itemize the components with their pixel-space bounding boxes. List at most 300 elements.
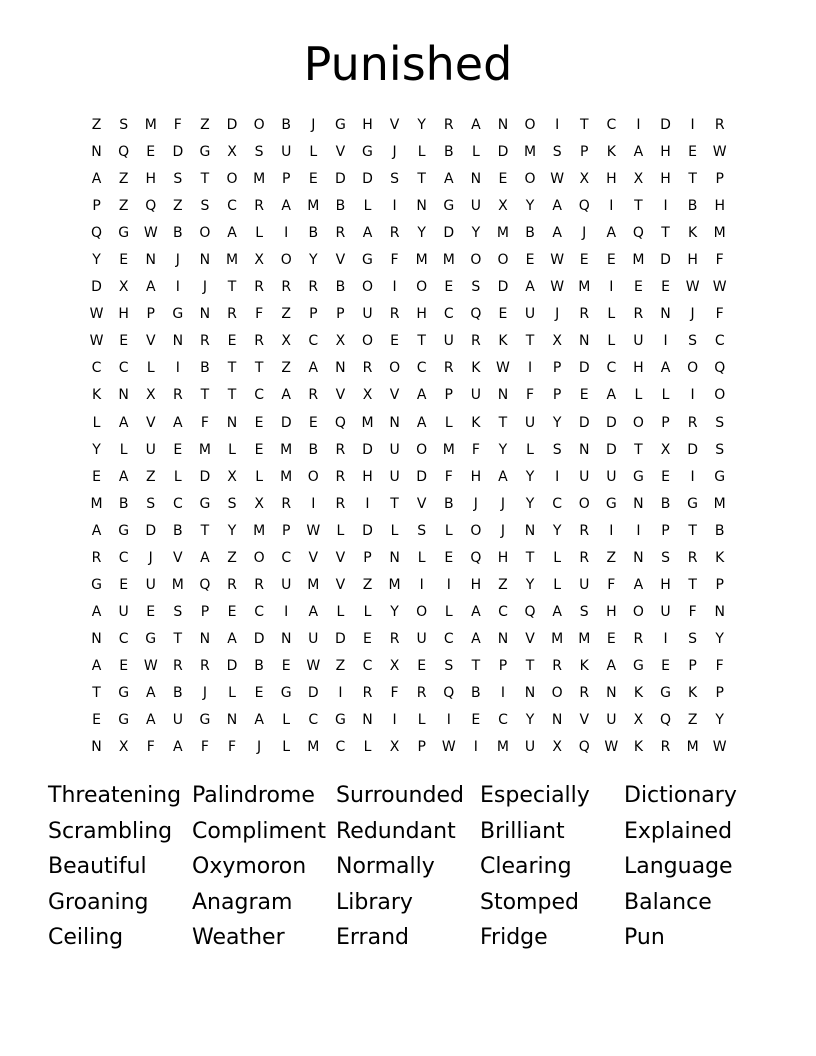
grid-letter: W <box>496 360 510 377</box>
grid-letter: I <box>419 576 424 593</box>
grid-letter: G <box>632 657 644 674</box>
grid-letter: A <box>118 414 129 431</box>
grid-letter: P <box>498 657 508 674</box>
grid-letter: I <box>690 387 695 404</box>
grid-letter: Y <box>715 712 724 729</box>
grid-letter: Z <box>118 171 129 188</box>
grid-letter: G <box>91 576 102 593</box>
grid-letter: S <box>390 171 400 188</box>
grid-letter: C <box>443 630 454 647</box>
grid-letter: M <box>307 198 320 215</box>
grid-letter: E <box>661 468 670 485</box>
grid-letter: X <box>552 333 562 350</box>
grid-letter: R <box>443 360 454 377</box>
grid-letter: U <box>606 712 617 729</box>
grid-letter: U <box>470 387 481 404</box>
grid-letter: N <box>226 712 238 729</box>
grid-letter: J <box>500 522 506 539</box>
grid-letter: F <box>200 739 209 756</box>
grid-letter: P <box>200 603 210 620</box>
grid-letter: P <box>552 387 562 404</box>
grid-letter: N <box>470 171 482 188</box>
grid-letter: B <box>173 684 183 701</box>
grid-letter: E <box>227 603 237 620</box>
grid-letter: X <box>227 144 237 161</box>
grid-letter: L <box>282 739 291 756</box>
grid-letter: V <box>145 414 156 431</box>
grid-letter: N <box>497 117 509 133</box>
grid-letter: Q <box>334 414 346 431</box>
grid-letter: L <box>471 144 480 161</box>
grid-letter: D <box>226 657 238 674</box>
grid-letter: M <box>415 252 428 269</box>
grid-letter: S <box>688 630 698 647</box>
grid-letter: B <box>443 144 454 161</box>
grid-letter: U <box>660 603 671 620</box>
grid-letter: G <box>714 468 726 485</box>
grid-letter: B <box>173 225 183 242</box>
grid-letter: A <box>145 684 156 701</box>
grid-letter: F <box>715 252 724 269</box>
word-list-item: Redundant <box>336 818 456 844</box>
grid-letter: R <box>254 198 264 215</box>
grid-letter: Y <box>525 468 535 485</box>
grid-letter: K <box>688 684 698 701</box>
grid-letter: O <box>361 333 373 350</box>
grid-letter: E <box>417 657 427 674</box>
grid-letter: A <box>633 144 644 161</box>
grid-letter: D <box>443 225 455 242</box>
grid-letter: W <box>89 333 104 350</box>
grid-letter: H <box>687 252 698 269</box>
grid-letter: P <box>715 171 724 188</box>
grid-letter: A <box>227 225 237 242</box>
grid-letter: D <box>335 171 346 188</box>
grid-letter: V <box>145 333 156 350</box>
grid-letter: X <box>660 441 671 458</box>
grid-letter: Z <box>145 468 156 485</box>
grid-letter: Y <box>390 603 399 620</box>
grid-letter: H <box>660 171 671 188</box>
grid-letter: P <box>688 657 697 674</box>
grid-letter: R <box>308 279 319 296</box>
grid-letter: A <box>416 414 427 431</box>
grid-letter: F <box>715 657 724 674</box>
grid-letter: T <box>579 117 589 133</box>
grid-letter: F <box>146 739 155 756</box>
grid-letter: N <box>91 739 102 756</box>
grid-letter: W <box>441 739 456 756</box>
grid-letter: C <box>362 657 373 674</box>
grid-letter: T <box>634 198 643 215</box>
grid-letter: A <box>552 603 562 620</box>
grid-letter: J <box>257 739 262 756</box>
grid-letter: M <box>524 144 537 161</box>
grid-letter: R <box>660 739 671 756</box>
grid-letter: G <box>334 117 346 133</box>
grid-letter: Q <box>443 684 455 701</box>
grid-letter: U <box>389 468 400 485</box>
grid-letter: F <box>227 739 237 756</box>
grid-letter: C <box>335 739 346 756</box>
grid-letter: V <box>389 117 400 133</box>
grid-letter: Y <box>525 495 535 512</box>
grid-letter: C <box>498 603 508 620</box>
grid-letter: D <box>416 468 428 485</box>
grid-letter: A <box>281 387 291 404</box>
grid-letter: I <box>473 739 478 756</box>
word-list-item: Errand <box>336 925 409 950</box>
grid-letter: L <box>336 522 345 539</box>
grid-letter: M <box>442 252 455 269</box>
grid-letter: J <box>175 252 180 269</box>
grid-letter: A <box>552 225 562 242</box>
grid-letter: R <box>254 279 264 296</box>
grid-letter: Q <box>470 549 482 566</box>
grid-letter: A <box>471 117 481 133</box>
grid-letter: M <box>90 495 103 512</box>
grid-letter: Z <box>118 198 129 215</box>
grid-letter: R <box>362 684 373 701</box>
grid-letter: B <box>281 117 291 133</box>
grid-letter: D <box>578 414 590 431</box>
word-list <box>48 778 768 956</box>
grid-letter: D <box>280 414 292 431</box>
grid-letter: K <box>633 739 644 756</box>
grid-letter: C <box>254 603 264 620</box>
grid-letter: O <box>253 117 265 133</box>
grid-letter: H <box>145 171 156 188</box>
grid-letter: Q <box>714 360 726 377</box>
grid-letter: N <box>118 387 129 404</box>
grid-letter: D <box>578 360 590 377</box>
grid-letter: K <box>633 684 644 701</box>
grid-letter: E <box>146 603 156 620</box>
grid-letter: E <box>606 630 616 647</box>
grid-letter: J <box>392 144 397 161</box>
grid-letter: M <box>198 441 211 458</box>
grid-letter: I <box>555 468 560 485</box>
grid-letter: P <box>363 549 372 566</box>
grid-letter: T <box>471 657 481 674</box>
grid-letter: R <box>200 333 210 350</box>
grid-letter: J <box>555 306 560 323</box>
grid-letter: N <box>199 630 211 647</box>
grid-letter: O <box>361 279 373 296</box>
grid-letter: T <box>417 171 426 188</box>
grid-letter: E <box>281 657 291 674</box>
grid-letter: Y <box>92 441 101 458</box>
grid-letter: E <box>254 414 264 431</box>
grid-letter: Y <box>471 225 481 242</box>
grid-letter: O <box>687 360 699 377</box>
grid-letter: R <box>254 333 264 350</box>
grid-letter: G <box>660 684 671 701</box>
grid-letter: T <box>173 630 183 647</box>
grid-letter: J <box>202 279 207 296</box>
grid-letter: M <box>361 414 374 431</box>
grid-letter: N <box>389 549 400 566</box>
grid-letter: I <box>636 117 641 133</box>
grid-letter: P <box>715 576 724 593</box>
word-list-item: Clearing <box>480 854 572 879</box>
grid-letter: B <box>254 657 264 674</box>
grid-letter: Z <box>281 360 291 377</box>
grid-letter: B <box>308 441 319 458</box>
grid-letter: I <box>311 495 316 512</box>
grid-letter: V <box>579 712 590 729</box>
grid-letter: A <box>173 739 183 756</box>
grid-letter: E <box>227 333 237 350</box>
grid-letter: W <box>143 657 158 674</box>
grid-letter: Y <box>525 712 535 729</box>
grid-letter: A <box>606 387 617 404</box>
grid-letter: M <box>551 630 564 647</box>
grid-letter: M <box>307 739 320 756</box>
grid-letter: S <box>173 603 183 620</box>
grid-letter: R <box>579 522 590 539</box>
word-list-item: Library <box>336 889 413 915</box>
grid-letter: A <box>552 198 562 215</box>
grid-letter: T <box>498 414 508 431</box>
grid-letter: E <box>606 252 616 269</box>
grid-letter: L <box>282 712 291 729</box>
grid-letter: V <box>389 387 400 404</box>
grid-letter: Y <box>715 630 724 647</box>
grid-letter: Z <box>498 576 508 593</box>
grid-letter: X <box>227 468 237 485</box>
grid-letter: B <box>714 522 725 539</box>
grid-letter: O <box>307 468 319 485</box>
grid-letter: C <box>606 360 617 377</box>
grid-letter: V <box>173 549 183 566</box>
grid-letter: W <box>712 279 727 296</box>
grid-letter: E <box>498 171 508 188</box>
grid-letter: C <box>443 306 454 323</box>
grid-letter: Z <box>606 549 617 566</box>
word-list-item: Dictionary <box>624 783 737 808</box>
grid-letter: E <box>661 279 670 296</box>
grid-letter: Z <box>91 117 102 133</box>
grid-letter: U <box>362 306 373 323</box>
grid-letter: R <box>470 333 481 350</box>
grid-letter: M <box>280 441 293 458</box>
grid-letter: U <box>281 576 292 593</box>
grid-letter: H <box>633 360 644 377</box>
grid-letter: M <box>280 468 293 485</box>
grid-letter: T <box>417 333 426 350</box>
grid-letter: T <box>227 279 237 296</box>
grid-letter: I <box>663 333 668 350</box>
grid-letter: I <box>175 360 180 377</box>
grid-letter: E <box>119 576 129 593</box>
grid-letter: B <box>200 360 210 377</box>
grid-letter: S <box>444 657 454 674</box>
grid-letter: C <box>172 495 183 512</box>
grid-letter: I <box>609 522 614 539</box>
grid-letter: A <box>606 657 617 674</box>
grid-letter: R <box>308 387 319 404</box>
grid-letter: T <box>390 495 399 512</box>
grid-letter: E <box>444 279 454 296</box>
grid-letter: S <box>119 117 129 133</box>
grid-letter: N <box>226 414 238 431</box>
grid-letter: J <box>473 495 478 512</box>
grid-letter: V <box>335 576 346 593</box>
grid-letter: D <box>687 441 698 458</box>
grid-letter: D <box>362 522 373 539</box>
grid-letter: E <box>579 252 589 269</box>
grid-letter: Q <box>470 306 482 323</box>
grid-letter: O <box>416 441 428 458</box>
word-list-item: Groaning <box>48 889 149 915</box>
grid-letter: A <box>281 198 291 215</box>
grid-letter: N <box>335 360 346 377</box>
grid-letter: T <box>200 171 210 188</box>
grid-letter: I <box>284 603 289 620</box>
grid-letter: N <box>91 630 102 647</box>
grid-letter: L <box>228 684 236 701</box>
grid-letter: K <box>91 387 102 404</box>
grid-letter: N <box>660 306 671 323</box>
grid-letter: T <box>92 684 101 701</box>
grid-letter: T <box>200 387 210 404</box>
grid-letter: A <box>362 225 373 242</box>
grid-letter: I <box>609 279 614 296</box>
grid-letter: E <box>146 144 156 161</box>
grid-letter: L <box>363 739 372 756</box>
grid-letter: S <box>146 495 156 512</box>
grid-letter: N <box>362 712 373 729</box>
page-title: Punished <box>303 37 513 91</box>
grid-letter: N <box>280 630 292 647</box>
grid-letter: N <box>389 414 400 431</box>
grid-letter: F <box>390 252 399 269</box>
grid-letter: O <box>524 171 536 188</box>
grid-letter: A <box>525 279 535 296</box>
grid-letter: A <box>308 360 319 377</box>
grid-letter: R <box>335 495 346 512</box>
grid-letter: X <box>145 387 156 404</box>
grid-letter: H <box>660 576 671 593</box>
grid-letter: R <box>227 306 237 323</box>
grid-letter: N <box>199 306 211 323</box>
grid-letter: N <box>551 712 563 729</box>
grid-letter: L <box>444 603 453 620</box>
grid-letter: T <box>227 360 237 377</box>
grid-letter: U <box>524 306 536 323</box>
grid-letter: P <box>661 414 670 431</box>
grid-letter: E <box>254 684 264 701</box>
word-list-item: Language <box>624 854 733 879</box>
grid-letter: S <box>552 144 562 161</box>
grid-letter: S <box>471 279 481 296</box>
grid-letter: L <box>444 414 453 431</box>
grid-letter: W <box>143 225 158 242</box>
grid-letter: A <box>200 549 210 566</box>
grid-letter: D <box>145 522 157 539</box>
word-list-item: Brilliant <box>480 818 565 844</box>
grid-letter: F <box>444 468 453 485</box>
word-list-item: Beautiful <box>48 854 147 879</box>
grid-letter: M <box>496 225 509 242</box>
grid-letter: Z <box>200 117 210 133</box>
grid-letter: V <box>525 630 535 647</box>
grid-letter: Q <box>578 739 590 756</box>
grid-letter: W <box>550 252 565 269</box>
grid-letter: C <box>227 198 237 215</box>
grid-letter: P <box>715 684 724 701</box>
grid-letter: A <box>91 522 102 539</box>
grid-letter: A <box>173 414 183 431</box>
grid-letter: D <box>91 279 102 296</box>
grid-letter: U <box>416 630 427 647</box>
grid-letter: H <box>362 468 373 485</box>
grid-letter: U <box>145 441 156 458</box>
grid-letter: L <box>634 387 643 404</box>
grid-letter: A <box>145 279 156 296</box>
grid-letter: W <box>712 739 727 756</box>
word-list-item: Scrambling <box>48 818 173 844</box>
grid-letter: I <box>365 495 370 512</box>
grid-letter: G <box>172 306 184 323</box>
grid-letter: L <box>255 225 264 242</box>
grid-letter: I <box>690 117 695 133</box>
grid-letter: N <box>199 252 211 269</box>
grid-letter: A <box>443 171 454 188</box>
grid-letter: N <box>497 387 509 404</box>
word-list-item: Explained <box>624 818 733 844</box>
grid-letter: E <box>308 414 318 431</box>
grid-letter: I <box>500 684 506 701</box>
word-list-item: Anagram <box>192 889 293 915</box>
grid-letter: B <box>525 225 535 242</box>
grid-letter: R <box>389 306 400 323</box>
grid-letter: V <box>416 495 427 512</box>
word-list-item: Balance <box>624 889 712 915</box>
grid-letter: G <box>443 198 455 215</box>
grid-letter: K <box>498 333 508 350</box>
grid-letter: M <box>144 117 157 133</box>
grid-letter: R <box>335 225 346 242</box>
grid-letter: I <box>636 522 641 539</box>
grid-letter: S <box>688 333 698 350</box>
grid-letter: Y <box>92 252 101 269</box>
grid-letter: L <box>417 549 426 566</box>
grid-letter: I <box>609 198 614 215</box>
grid-letter: T <box>525 657 535 674</box>
grid-letter: I <box>175 279 180 296</box>
grid-letter: R <box>416 684 427 701</box>
grid-letter: P <box>309 306 318 323</box>
grid-letter: Y <box>498 441 508 458</box>
grid-letter: V <box>335 387 346 404</box>
grid-letter: L <box>417 144 426 161</box>
grid-letter: E <box>661 657 670 674</box>
grid-letter: L <box>309 144 318 161</box>
grid-letter: O <box>416 279 428 296</box>
grid-letter: B <box>308 225 319 242</box>
grid-letter: C <box>308 712 319 729</box>
grid-letter: C <box>552 495 563 512</box>
grid-letter: X <box>362 387 373 404</box>
grid-letter: X <box>254 495 264 512</box>
grid-letter: K <box>471 360 481 377</box>
grid-letter: Y <box>227 522 237 539</box>
grid-letter: N <box>524 522 536 539</box>
grid-letter: O <box>280 252 292 269</box>
grid-letter: J <box>690 306 695 323</box>
